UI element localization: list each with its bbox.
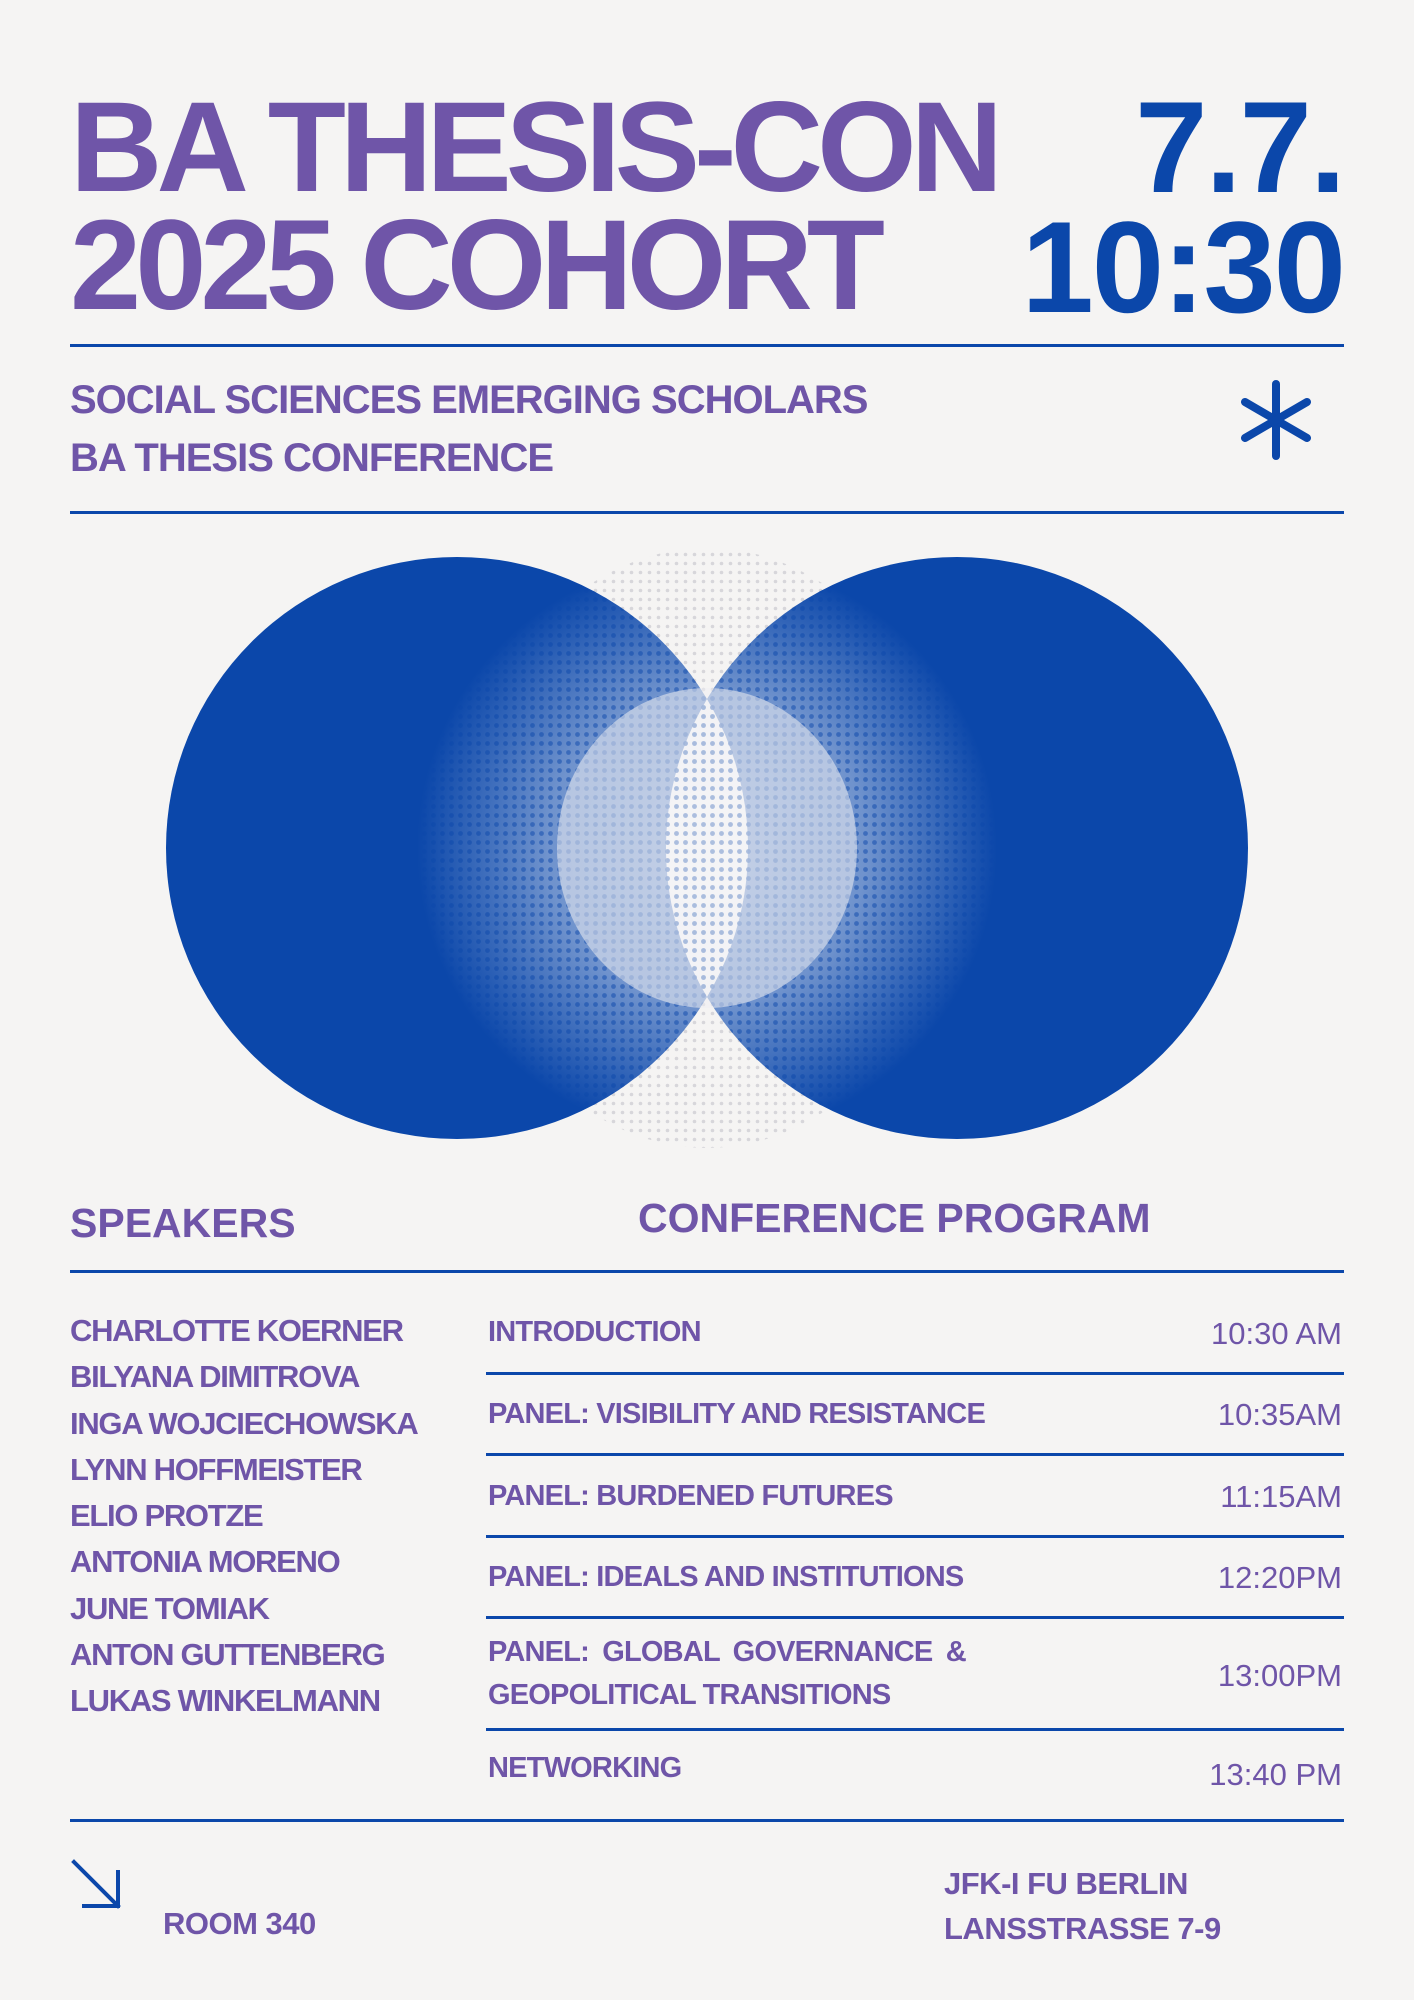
program-item-label-line-2: GEOPOLITICAL TRANSITIONS	[488, 1679, 891, 1711]
speaker-name: ANTON GUTTENBERG	[70, 1637, 385, 1673]
title-line-2: 2025 COHORT	[70, 194, 879, 337]
program-heading: CONFERENCE PROGRAM	[638, 1195, 1151, 1241]
program-item-burdened-futures	[486, 1475, 1344, 1525]
divider-bottom	[70, 1819, 1344, 1822]
program-item-label: PANEL: BURDENED FUTURES	[488, 1480, 893, 1512]
speakers-heading: SPEAKERS	[70, 1200, 296, 1246]
speakers-list	[70, 1308, 470, 1725]
speaker-name: LYNN HOFFMEISTER	[70, 1451, 362, 1487]
program-divider	[486, 1372, 1344, 1375]
program-item-time: 10:30 AM	[1211, 1316, 1342, 1351]
program-item-introduction	[486, 1311, 1344, 1361]
program-item-label: INTRODUCTION	[488, 1316, 701, 1348]
asterisk-icon	[1236, 380, 1316, 460]
subtitle-line-2: BA THESIS CONFERENCE	[70, 436, 554, 480]
divider-sections	[70, 1270, 1344, 1273]
room-number: ROOM 340	[163, 1906, 316, 1941]
program-item-label: PANEL: GLOBAL GOVERNANCE &	[488, 1636, 966, 1668]
speaker-name: ELIO PROTZE	[70, 1498, 263, 1534]
program-divider	[486, 1728, 1344, 1731]
program-item-label: PANEL: IDEALS AND INSTITUTIONS	[488, 1561, 964, 1593]
title-line-1: BA THESIS-CON	[70, 76, 998, 219]
venue-line-2: LANSSTRASSE 7-9	[944, 1911, 1221, 1946]
program-divider	[486, 1453, 1344, 1456]
overlapping-circles-graphic	[150, 550, 1264, 1150]
program-item-visibility	[486, 1393, 1344, 1443]
speaker-name: JUNE TOMIAK	[70, 1590, 269, 1626]
speaker-name: ANTONIA MORENO	[70, 1544, 340, 1580]
program-item-time: 11:15AM	[1220, 1479, 1342, 1514]
program-divider	[486, 1616, 1344, 1619]
venue-line-1: JFK-I FU BERLIN	[944, 1866, 1188, 1901]
event-time: 10:30	[1021, 194, 1344, 340]
divider-top	[70, 344, 1344, 347]
program-divider	[486, 1535, 1344, 1538]
speaker-name: LUKAS WINKELMANN	[70, 1683, 380, 1719]
subtitle-line-1: SOCIAL SCIENCES EMERGING SCHOLARS	[70, 378, 868, 422]
program-item-time: 13:00PM	[1217, 1658, 1342, 1693]
event-date: 7.7.	[1135, 74, 1344, 220]
program-item-time: 13:40 PM	[1209, 1757, 1342, 1792]
speaker-name: BILYANA DIMITROVA	[70, 1359, 360, 1395]
program-item-label: PANEL: VISIBILITY AND RESISTANCE	[488, 1398, 985, 1430]
program-item-time: 10:35AM	[1217, 1397, 1342, 1432]
program-item-global-governance	[486, 1631, 1344, 1727]
arrow-down-right-icon	[70, 1858, 124, 1912]
program-item-ideals	[486, 1556, 1344, 1606]
program-item-label: NETWORKING	[488, 1752, 682, 1784]
divider-subtitle	[70, 511, 1344, 514]
program-item-networking	[486, 1747, 1344, 1803]
program-item-time: 12:20PM	[1217, 1560, 1342, 1595]
speaker-name: INGA WOJCIECHOWSKA	[70, 1405, 418, 1441]
speaker-name: CHARLOTTE KOERNER	[70, 1313, 403, 1348]
